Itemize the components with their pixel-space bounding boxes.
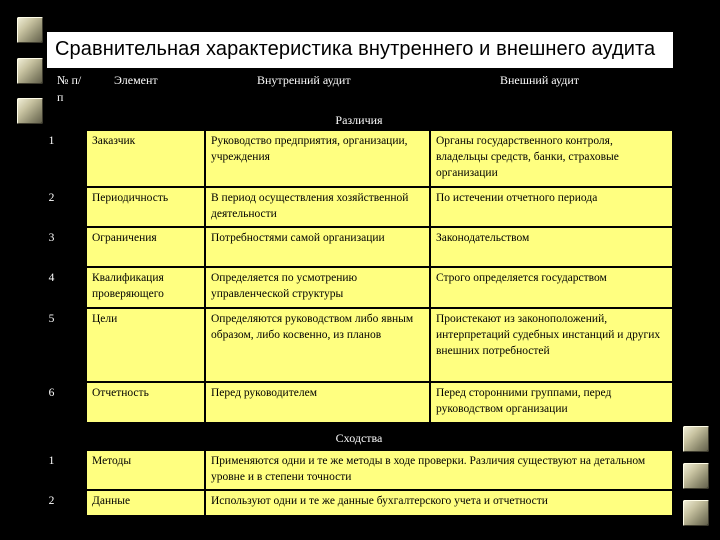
differences-table (46, 129, 674, 424)
table-row (47, 267, 673, 308)
row-external: Перед сторонними группами, перед руководством организации (430, 382, 673, 423)
row-internal: Определяется по усмотрению управленческой структуры (205, 267, 430, 308)
header-num: № п/п (57, 73, 82, 104)
row-number: 4 (47, 267, 86, 308)
row-element: Методы (86, 450, 205, 490)
table-row (47, 382, 673, 423)
row-text: Используют одни и те же данные бухгалтерского учета и отчетности (205, 490, 673, 516)
row-internal: Перед руководителем (205, 382, 430, 423)
row-number: 3 (47, 227, 86, 267)
section-differences: Различия (335, 113, 383, 127)
row-element: Ограничения (86, 227, 205, 267)
row-internal: Потребностями самой организации (205, 227, 430, 267)
decorative-square-right-3 (683, 500, 709, 526)
row-external: Законодательством (430, 227, 673, 267)
row-element: Отчетность (86, 382, 205, 423)
row-number: 2 (47, 187, 86, 227)
row-external: Строго определяется государством (430, 267, 673, 308)
header-external: Внешний аудит (500, 73, 579, 87)
section-similarities: Сходства (335, 431, 383, 445)
decorative-square-left-3 (17, 98, 43, 124)
page-title: Сравнительная характеристика внутреннего и внешнего аудита (55, 38, 656, 60)
header-element: Элемент (114, 73, 158, 87)
header-internal: Внутренний аудит (257, 73, 351, 87)
row-number: 6 (47, 382, 86, 423)
row-number: 5 (47, 308, 86, 382)
row-external: По истечении отчетного периода (430, 187, 673, 227)
decorative-square-left-2 (17, 58, 43, 84)
decorative-square-right-2 (683, 463, 709, 489)
table-row (47, 130, 673, 187)
table-row (47, 187, 673, 227)
row-element: Заказчик (86, 130, 205, 187)
row-text: Применяются одни и те же методы в ходе проверки. Различия существуют на детальном уровне и в степени точности (205, 450, 673, 490)
decorative-square-left-1 (17, 17, 43, 43)
decorative-square-right-1 (683, 426, 709, 452)
table-row (47, 490, 673, 516)
row-internal: В период осуществления хозяйственной деятельности (205, 187, 430, 227)
row-element: Периодичность (86, 187, 205, 227)
row-number: 1 (47, 130, 86, 187)
title-bar (47, 32, 673, 68)
row-internal: Руководство предприятия, организации, учреждения (205, 130, 430, 187)
row-number: 1 (47, 450, 86, 490)
similarities-table (46, 449, 674, 517)
table-row (47, 308, 673, 382)
table-row (47, 450, 673, 490)
row-element: Цели (86, 308, 205, 382)
row-internal: Определяются руководством либо явным образом, либо косвенно, из планов (205, 308, 430, 382)
row-external: Органы государственного контроля, владельцы средств, банки, страховые организации (430, 130, 673, 187)
row-element: Данные (86, 490, 205, 516)
row-external: Проистекают из законоположений, интерпретаций судебных инстанций и других внешних потребностей (430, 308, 673, 382)
row-number: 2 (47, 490, 86, 516)
row-element: Квалификация проверяющего (86, 267, 205, 308)
table-row (47, 227, 673, 267)
